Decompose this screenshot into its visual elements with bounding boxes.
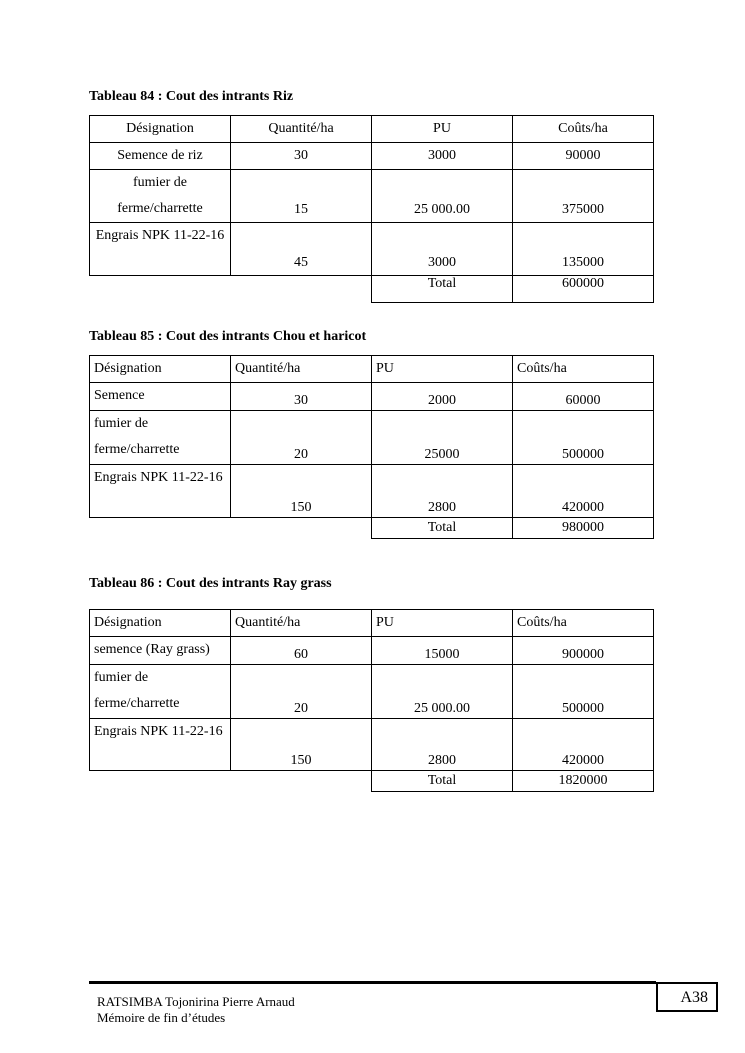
- value-cell: 15000: [372, 637, 513, 665]
- table-row: [90, 223, 654, 276]
- column-header: Coûts/ha: [513, 610, 654, 637]
- page-number: A38: [656, 982, 718, 1012]
- table-row: [90, 170, 654, 223]
- value-cell: 150: [231, 719, 372, 771]
- footer-divider: [89, 981, 656, 984]
- column-header: PU: [372, 356, 513, 383]
- value-cell: 500000: [513, 665, 654, 719]
- total-value: 1820000: [513, 771, 654, 792]
- empty-cell: [231, 771, 372, 792]
- value-cell: 20: [231, 665, 372, 719]
- value-cell: 45: [231, 223, 372, 276]
- total-label: Total: [372, 276, 513, 303]
- value-cell: 25000: [372, 411, 513, 465]
- designation-cell: Engrais NPK 11-22-16: [90, 223, 231, 276]
- designation-cell: fumier de ferme/charrette: [90, 170, 231, 223]
- value-cell: 135000: [513, 223, 654, 276]
- header-row: [90, 356, 654, 383]
- value-cell: 60: [231, 637, 372, 665]
- column-header: Quantité/ha: [231, 116, 372, 143]
- column-header: Coûts/ha: [513, 116, 654, 143]
- total-row: [90, 276, 654, 303]
- value-cell: 20: [231, 411, 372, 465]
- column-header: PU: [372, 610, 513, 637]
- value-cell: 90000: [513, 143, 654, 170]
- table-row: [90, 465, 654, 518]
- value-cell: 25 000.00: [372, 665, 513, 719]
- column-header: Coûts/ha: [513, 356, 654, 383]
- footer-subtitle: Mémoire de fin d’études: [97, 1010, 226, 1025]
- total-row: [90, 518, 654, 539]
- value-cell: 420000: [513, 465, 654, 518]
- designation-cell: fumier de ferme/charrette: [90, 411, 231, 465]
- total-value: 980000: [513, 518, 654, 539]
- cost-table: [89, 609, 654, 792]
- value-cell: 2800: [372, 465, 513, 518]
- table-title: Tableau 84 : Cout des intrants Riz: [89, 89, 294, 104]
- column-header: PU: [372, 116, 513, 143]
- header-row: [90, 610, 654, 637]
- designation-cell: Semence: [90, 383, 231, 411]
- footer-author: RATSIMBA Tojonirina Pierre Arnaud: [97, 994, 295, 1009]
- value-cell: 2000: [372, 383, 513, 411]
- header-row: [90, 116, 654, 143]
- total-label: Total: [372, 771, 513, 792]
- value-cell: 60000: [513, 383, 654, 411]
- designation-cell: semence (Ray grass): [90, 637, 231, 665]
- value-cell: 15: [231, 170, 372, 223]
- designation-cell: Engrais NPK 11-22-16: [90, 465, 231, 518]
- value-cell: 3000: [372, 143, 513, 170]
- table-row: [90, 383, 654, 411]
- table-row: [90, 719, 654, 771]
- value-cell: 900000: [513, 637, 654, 665]
- empty-cell: [90, 518, 231, 539]
- total-row: [90, 771, 654, 792]
- designation-cell: Engrais NPK 11-22-16: [90, 719, 231, 771]
- total-value: 600000: [513, 276, 654, 303]
- value-cell: 500000: [513, 411, 654, 465]
- table-row: [90, 665, 654, 719]
- column-header: Désignation: [90, 356, 231, 383]
- value-cell: 25 000.00: [372, 170, 513, 223]
- designation-cell: fumier de ferme/charrette: [90, 665, 231, 719]
- table-row: [90, 143, 654, 170]
- column-header: Désignation: [90, 610, 231, 637]
- value-cell: 30: [231, 143, 372, 170]
- footer-text: [97, 994, 295, 1026]
- value-cell: 30: [231, 383, 372, 411]
- total-label: Total: [372, 518, 513, 539]
- cost-table: [89, 115, 654, 303]
- value-cell: 375000: [513, 170, 654, 223]
- column-header: Désignation: [90, 116, 231, 143]
- designation-cell: Semence de riz: [90, 143, 231, 170]
- column-header: Quantité/ha: [231, 610, 372, 637]
- empty-cell: [90, 771, 231, 792]
- value-cell: 420000: [513, 719, 654, 771]
- cost-table: [89, 355, 654, 539]
- empty-cell: [231, 518, 372, 539]
- table-title: Tableau 86 : Cout des intrants Ray grass: [89, 576, 332, 591]
- value-cell: 150: [231, 465, 372, 518]
- empty-cell: [90, 276, 231, 303]
- table-title: Tableau 85 : Cout des intrants Chou et haricot: [89, 329, 367, 344]
- table-row: [90, 637, 654, 665]
- value-cell: 2800: [372, 719, 513, 771]
- table-row: [90, 411, 654, 465]
- value-cell: 3000: [372, 223, 513, 276]
- column-header: Quantité/ha: [231, 356, 372, 383]
- empty-cell: [231, 276, 372, 303]
